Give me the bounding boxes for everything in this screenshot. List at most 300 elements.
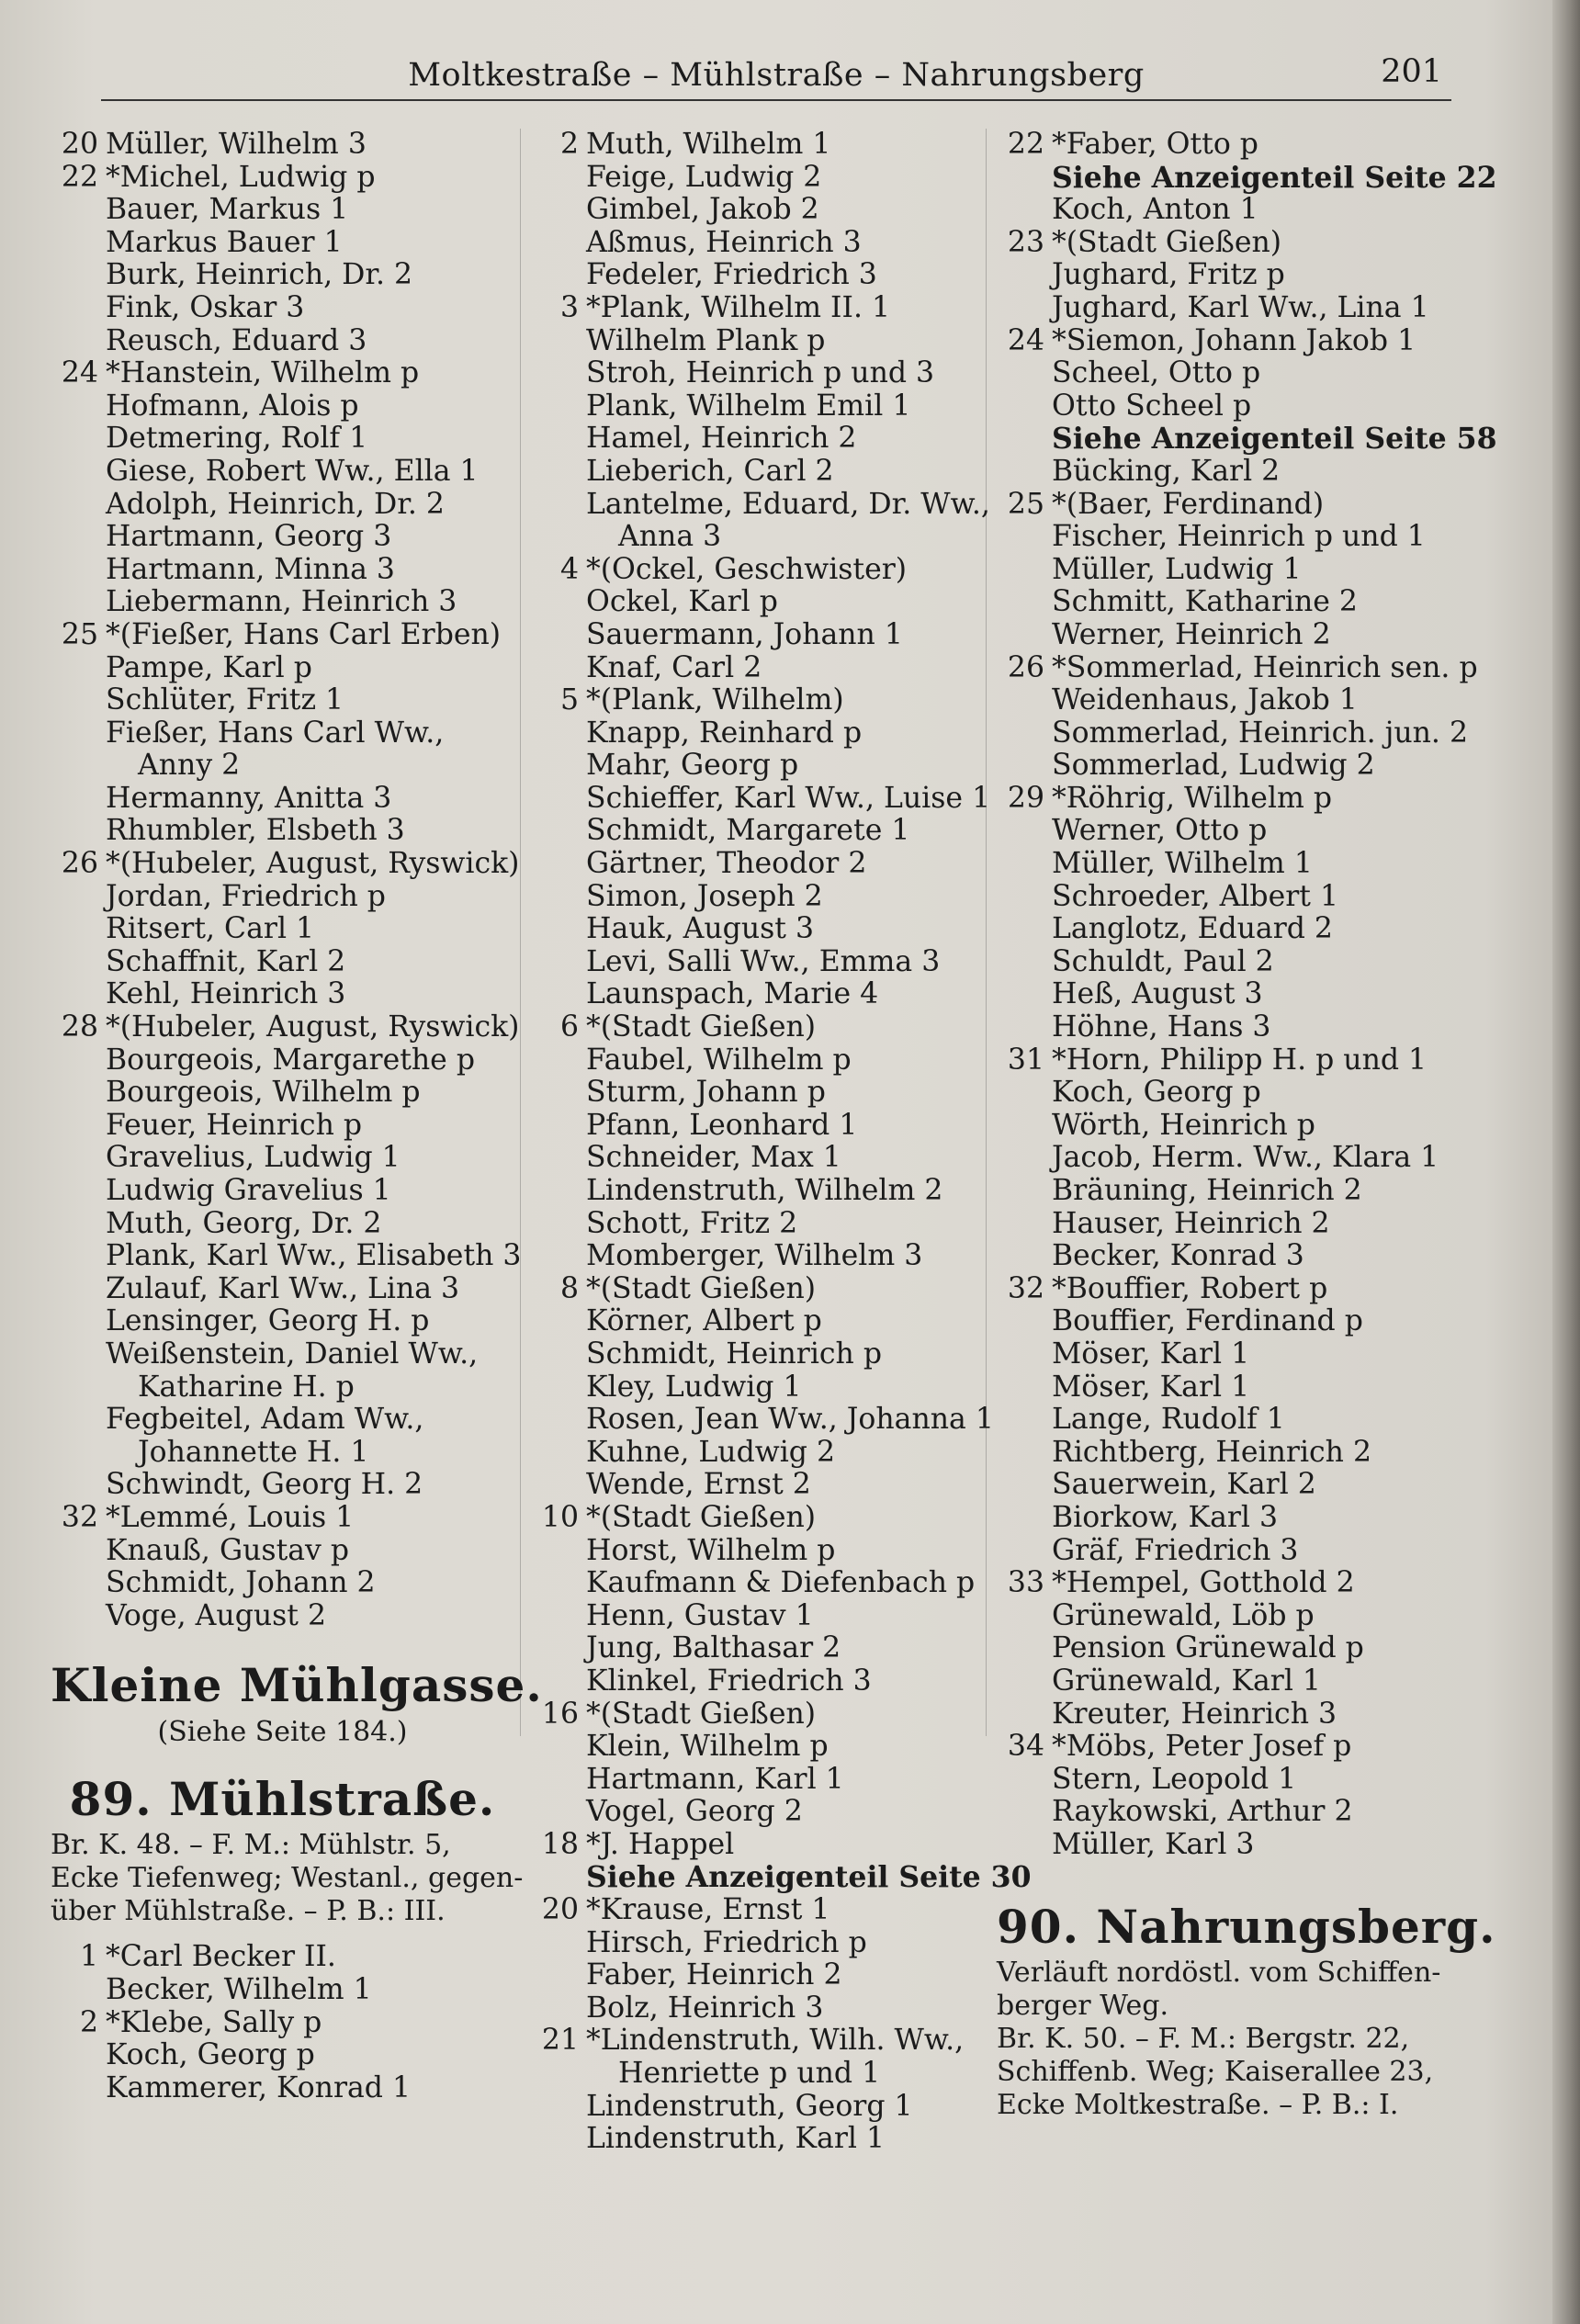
directory-entry [531, 2123, 1001, 2156]
resident-name: Bräuning, Heinrich 2 [1052, 1174, 1362, 1207]
advert-reference: Siehe Anzeigenteil Seite 58 [1052, 422, 1497, 457]
resident-name: Kehl, Heinrich 3 [106, 977, 346, 1011]
directory-entry [997, 1764, 1456, 1797]
resident-name: *(Plank, Wilhelm) [586, 683, 844, 717]
directory-entry [531, 1731, 1001, 1764]
page-header [101, 53, 1451, 101]
resident-name: Jughard, Karl Ww., Lina 1 [1052, 290, 1429, 324]
resident-name: Mahr, Georg p [586, 749, 799, 783]
directory-entry [531, 357, 1001, 390]
directory-entry [997, 783, 1456, 816]
directory-entry [51, 357, 514, 390]
resident-name: Fegbeitel, Adam Ww., [106, 1403, 424, 1437]
directory-entry [997, 456, 1456, 489]
resident-name: Anny 2 [138, 749, 241, 783]
resident-name: *Lemmé, Louis 1 [106, 1500, 355, 1534]
directory-entry [51, 2039, 514, 2072]
section-note: (Siehe Seite 184.) [157, 1716, 408, 1749]
house-number: 22 [61, 160, 98, 194]
resident-name: *Faber, Otto p [1052, 128, 1258, 161]
directory-entry [51, 1142, 514, 1175]
resident-name: Lindenstruth, Georg 1 [586, 2089, 913, 2123]
resident-name: *Lindenstruth, Wilh. Ww., [586, 2024, 965, 2058]
directory-entry [531, 259, 1001, 292]
resident-name: Voge, August 2 [106, 1598, 327, 1632]
directory-entry [531, 1665, 1001, 1698]
resident-name: *(Hubeler, August, Ryswick) [106, 1010, 520, 1044]
directory-entry [997, 489, 1456, 522]
advert-reference: Siehe Anzeigenteil Seite 30 [586, 1860, 1032, 1895]
directory-entry [51, 129, 514, 162]
directory-entry [997, 1011, 1456, 1044]
column-1 [51, 128, 543, 2104]
resident-name: Hartmann, Karl 1 [586, 1762, 844, 1796]
resident-name: Weißenstein, Daniel Ww., [106, 1337, 479, 1371]
resident-name: Schmitt, Katharine 2 [1052, 585, 1358, 619]
resident-name: Schlüter, Fritz 1 [106, 683, 344, 717]
resident-name: *Röhrig, Wilhelm p [1052, 781, 1333, 815]
resident-name: Anna 3 [618, 520, 722, 554]
resident-name: Burk, Heinrich, Dr. 2 [106, 258, 413, 292]
resident-name: Möser, Karl 1 [1052, 1337, 1250, 1371]
resident-name: Schieffer, Karl Ww., Luise 1 [586, 781, 991, 815]
directory-entry [997, 521, 1456, 554]
directory-entry [51, 1239, 522, 1273]
directory-entry [531, 1175, 1001, 1208]
resident-name: Simon, Joseph 2 [586, 879, 823, 913]
directory-entry [51, 1175, 514, 1208]
house-number: 5 [559, 683, 579, 717]
directory-entry [51, 1600, 514, 1633]
directory-entry [997, 1600, 1456, 1633]
directory-entry [531, 1404, 1001, 1437]
resident-name: Hauk, August 3 [586, 912, 815, 946]
resident-name: *Siemon, Johann Jakob 1 [1052, 323, 1416, 357]
directory-entry [997, 1175, 1456, 1208]
house-number: 29 [1007, 781, 1044, 815]
resident-name: Becker, Konrad 3 [1052, 1239, 1304, 1273]
resident-name: Bolz, Heinrich 3 [586, 1991, 824, 2025]
resident-name: Hofmann, Alois p [106, 389, 359, 423]
resident-name: Reusch, Eduard 3 [106, 323, 367, 357]
resident-name: Feige, Ludwig 2 [586, 160, 822, 194]
directory-entry [51, 881, 514, 914]
house-number: 26 [61, 847, 98, 881]
directory-entry [997, 259, 1456, 292]
resident-name: Schaffnit, Karl 2 [106, 944, 346, 978]
description-line: berger Weg. [997, 1990, 1169, 2023]
directory-entry [531, 1860, 1032, 1895]
resident-name: *Klebe, Sally p [106, 2005, 322, 2039]
house-number: 1 [79, 1940, 98, 1974]
resident-name: Jung, Balthasar 2 [586, 1631, 841, 1665]
resident-name: *(Fießer, Hans Carl Erben) [106, 617, 502, 651]
resident-name: Stern, Leopold 1 [1052, 1762, 1297, 1796]
directory-entry [51, 1974, 514, 2007]
section-description [51, 1829, 524, 1928]
resident-name: Sauermann, Johann 1 [586, 617, 903, 651]
directory-entry [531, 1240, 1001, 1273]
resident-name: Heß, August 3 [1052, 977, 1263, 1011]
directory-entry [531, 1600, 1001, 1633]
resident-name: Hirsch, Friedrich p [586, 1925, 867, 1959]
directory-entry [51, 1010, 520, 1044]
resident-name: Müller, Karl 3 [1052, 1827, 1255, 1861]
resident-name: Bücking, Karl 2 [1052, 454, 1281, 488]
directory-entry [997, 848, 1456, 881]
resident-name: Wilhelm Plank p [586, 323, 826, 357]
resident-name: Fink, Oskar 3 [106, 290, 305, 324]
directory-entry [997, 1698, 1456, 1732]
house-number: 6 [559, 1010, 579, 1044]
directory-entry [531, 456, 1001, 489]
resident-name: Jughard, Fritz p [1052, 258, 1285, 292]
house-number: 22 [1007, 128, 1044, 161]
resident-name: *Michel, Ludwig p [106, 160, 376, 194]
resident-name: Sturm, Johann p [586, 1076, 826, 1110]
directory-entry [997, 1371, 1456, 1405]
resident-name: *(Stadt Gießen) [586, 1010, 817, 1044]
directory-entry [51, 652, 514, 685]
resident-name: Raykowski, Arthur 2 [1052, 1795, 1353, 1829]
resident-name: *Möbs, Peter Josef p [1052, 1730, 1352, 1764]
house-number: 20 [541, 1893, 579, 1927]
resident-name: Adolph, Heinrich, Dr. 2 [106, 487, 445, 521]
resident-name: Müller, Wilhelm 1 [1052, 847, 1313, 881]
resident-name: Bauer, Markus 1 [106, 193, 349, 227]
resident-name: Richtberg, Heinrich 2 [1052, 1435, 1372, 1469]
directory-entry [531, 1535, 1001, 1568]
directory-entry [531, 292, 1001, 325]
resident-name: *J. Happel [586, 1827, 735, 1861]
directory-entry [531, 325, 1001, 358]
directory-entry [51, 913, 514, 946]
directory-entry [531, 1208, 1001, 1241]
house-number: 24 [1007, 323, 1044, 357]
resident-name: Faber, Heinrich 2 [586, 1958, 842, 1992]
resident-name: Lindenstruth, Wilhelm 2 [586, 1174, 943, 1207]
resident-name: Sauerwein, Karl 2 [1052, 1468, 1316, 1502]
directory-entry [997, 1632, 1456, 1665]
directory-entry [531, 489, 1001, 522]
directory-entry [51, 1502, 514, 1535]
directory-entry [997, 554, 1456, 587]
resident-name: Knapp, Reinhard p [586, 716, 863, 750]
directory-entry [997, 227, 1456, 260]
description-line: Br. K. 50. – F. M.: Bergstr. 22, [997, 2023, 1410, 2056]
directory-entry [51, 1404, 514, 1437]
resident-name: Becker, Wilhelm 1 [106, 1972, 372, 2006]
directory-entry [531, 1698, 1001, 1732]
resident-name: Schott, Fritz 2 [586, 1206, 798, 1240]
resident-name: Koch, Georg p [106, 2038, 315, 2072]
directory-entry [531, 783, 1001, 816]
resident-name: *(Stadt Gießen) [1052, 225, 1282, 259]
directory-entry [997, 1796, 1456, 1829]
column-divider [520, 129, 521, 1736]
house-number: 16 [541, 1697, 579, 1731]
house-number: 25 [1007, 487, 1044, 521]
resident-name: *Krause, Ernst 1 [586, 1893, 830, 1927]
directory-entry [997, 422, 1497, 457]
resident-name: Giese, Robert Ww., Ella 1 [106, 454, 479, 488]
resident-name: Levi, Salli Ww., Emma 3 [586, 944, 941, 978]
resident-name: Horst, Wilhelm p [586, 1533, 836, 1567]
resident-name: Sommerlad, Ludwig 2 [1052, 749, 1375, 783]
resident-name: Detmering, Rolf 1 [106, 422, 368, 456]
resident-name: Aßmus, Heinrich 3 [586, 225, 862, 259]
resident-name: Gärtner, Theodor 2 [586, 847, 867, 881]
directory-entry [997, 815, 1456, 848]
resident-name: Plank, Wilhelm Emil 1 [586, 389, 911, 423]
resident-name: Fießer, Hans Carl Ww., [106, 716, 445, 750]
house-number: 34 [1007, 1730, 1044, 1764]
resident-name: Klinkel, Friedrich 3 [586, 1664, 872, 1698]
house-number: 26 [1007, 650, 1044, 684]
resident-name: Körner, Albert p [586, 1304, 822, 1338]
directory-entry [51, 1567, 514, 1600]
resident-name: Hartmann, Georg 3 [106, 520, 392, 554]
house-number: 8 [559, 1271, 579, 1305]
resident-name: Pampe, Karl p [106, 650, 312, 684]
directory-entry [997, 194, 1456, 227]
resident-name: Johannette H. 1 [138, 1435, 369, 1469]
directory-entry [531, 1273, 1001, 1306]
resident-name: Bouffier, Ferdinand p [1052, 1304, 1363, 1338]
directory-entry [531, 194, 1001, 227]
directory-entry [51, 978, 514, 1011]
directory-entry [51, 1338, 514, 1371]
house-number: 20 [61, 128, 98, 161]
resident-name: *Bouffier, Robert p [1052, 1271, 1328, 1305]
directory-entry [531, 1469, 1001, 1502]
directory-entry [997, 1240, 1456, 1273]
house-number: 31 [1007, 1043, 1044, 1077]
directory-entry [531, 1502, 1001, 1535]
resident-name: Rosen, Jean Ww., Johanna 1 [586, 1403, 994, 1437]
resident-name: *(Baer, Ferdinand) [1052, 487, 1325, 521]
resident-name: Muth, Georg, Dr. 2 [106, 1206, 382, 1240]
directory-entry [51, 489, 514, 522]
directory-entry [51, 1469, 514, 1502]
directory-entry [531, 1110, 1001, 1143]
directory-entry [531, 1829, 1001, 1862]
directory-entry [531, 1338, 1001, 1371]
directory-entry [531, 162, 1001, 195]
house-number: 4 [559, 552, 579, 586]
resident-name: *(Stadt Gießen) [586, 1697, 817, 1731]
section-title-nahrungsberg: 90. Nahrungsberg. [997, 1900, 1496, 1955]
directory-entry [51, 1371, 514, 1405]
directory-entry [51, 946, 514, 979]
directory-entry [997, 1110, 1456, 1143]
description-line: Br. K. 48. – F. M.: Mühlstr. 5, [51, 1829, 451, 1862]
directory-entry [531, 684, 1001, 717]
resident-name: Müller, Wilhelm 3 [106, 128, 367, 161]
directory-entry [51, 586, 514, 619]
directory-entry [997, 750, 1456, 783]
directory-entry [531, 1567, 1001, 1600]
resident-name: Zulauf, Karl Ww., Lina 3 [106, 1271, 460, 1305]
directory-entry [51, 2072, 514, 2105]
directory-entry [531, 521, 1001, 554]
directory-entry [51, 815, 514, 848]
description-line: Verläuft nordöstl. vom Schiffen- [997, 1957, 1441, 1990]
directory-entry [51, 259, 514, 292]
directory-entry [531, 815, 1001, 848]
resident-name: Scheel, Otto p [1052, 356, 1261, 390]
directory-entry [531, 717, 1001, 750]
directory-entry [997, 1567, 1456, 1600]
resident-name: Ockel, Karl p [586, 585, 778, 619]
description-line: Schiffenb. Weg; Kaiserallee 23, [997, 2056, 1434, 2089]
resident-name: Schwindt, Georg H. 2 [106, 1468, 423, 1502]
directory-entry [997, 357, 1456, 390]
resident-name: *(Stadt Gießen) [586, 1500, 817, 1534]
resident-name: Schuldt, Paul 2 [1052, 944, 1274, 978]
resident-name: Launspach, Marie 4 [586, 977, 879, 1011]
directory-entry [51, 1110, 514, 1143]
house-number: 21 [541, 2024, 579, 2058]
directory-entry [997, 716, 1468, 750]
directory-entry [51, 1044, 514, 1077]
directory-entry [997, 1077, 1456, 1110]
directory-entry [997, 129, 1456, 162]
resident-name: Faubel, Wilhelm p [586, 1043, 852, 1077]
directory-entry [51, 2007, 514, 2040]
directory-entry [531, 978, 1001, 1011]
resident-name: Muth, Wilhelm 1 [586, 128, 831, 161]
directory-entry [997, 390, 1456, 423]
resident-name: Bourgeois, Margarethe p [106, 1043, 475, 1077]
directory-entry [531, 1632, 1001, 1665]
page-number: 201 [1381, 53, 1442, 90]
description-line: über Mühlstraße. – P. B.: III. [51, 1895, 446, 1928]
resident-name: Henriette p und 1 [618, 2057, 881, 2091]
column-1-entries [51, 128, 522, 1632]
directory-entry [997, 1044, 1456, 1077]
section-89-entries [51, 1941, 514, 2104]
resident-name: Höhne, Hans 3 [1052, 1010, 1271, 1044]
directory-entry [531, 881, 1001, 914]
directory-entry [531, 1011, 1001, 1044]
column-3 [997, 128, 1497, 2122]
directory-entry [531, 1437, 1001, 1470]
directory-entry [531, 946, 1001, 979]
directory-entry [51, 194, 514, 227]
resident-name: Jacob, Herm. Ww., Klara 1 [1052, 1141, 1439, 1175]
directory-entry [997, 586, 1456, 619]
resident-name: Wörth, Heinrich p [1052, 1108, 1315, 1142]
resident-name: *Hanstein, Wilhelm p [106, 356, 420, 390]
directory-entry [997, 1437, 1456, 1470]
directory-entry [51, 554, 514, 587]
directory-entry [51, 390, 514, 423]
directory-entry [531, 1992, 1001, 2025]
house-number: 3 [559, 290, 579, 324]
resident-name: Langlotz, Eduard 2 [1052, 912, 1333, 946]
resident-name: Knauß, Gustav p [106, 1533, 349, 1567]
directory-entry [997, 1731, 1456, 1764]
directory-entry [531, 2058, 1001, 2091]
resident-name: Schmidt, Margarete 1 [586, 814, 910, 848]
directory-entry [51, 1941, 514, 1974]
resident-name: *Hempel, Gotthold 2 [1052, 1566, 1355, 1600]
directory-entry [997, 913, 1456, 946]
resident-name: Gravelius, Ludwig 1 [106, 1141, 401, 1175]
directory-entry [531, 1142, 1001, 1175]
resident-name: Stroh, Heinrich p und 3 [586, 356, 935, 390]
resident-name: *Horn, Philipp H. p und 1 [1052, 1043, 1428, 1077]
resident-name: Kley, Ludwig 1 [586, 1370, 802, 1404]
house-number: 24 [61, 356, 98, 390]
resident-name: Schneider, Max 1 [586, 1141, 841, 1175]
directory-entry [997, 325, 1456, 358]
section-title-kleine-muehlgasse: Kleine Mühlgasse. [51, 1658, 543, 1713]
directory-entry [997, 160, 1497, 195]
house-number: 23 [1007, 225, 1044, 259]
directory-entry [531, 848, 1001, 881]
resident-name: Fedeler, Friedrich 3 [586, 258, 877, 292]
resident-name: Klein, Wilhelm p [586, 1730, 829, 1764]
resident-name: Möser, Karl 1 [1052, 1370, 1250, 1404]
description-line: Ecke Tiefenweg; Westanl., gegen- [51, 1862, 524, 1895]
directory-entry [531, 1894, 1001, 1927]
directory-entry [997, 650, 1478, 685]
resident-name: Knaf, Carl 2 [586, 650, 762, 684]
resident-name: Koch, Anton 1 [1052, 193, 1258, 227]
resident-name: Momberger, Wilhelm 3 [586, 1239, 923, 1273]
directory-entry [997, 292, 1456, 325]
resident-name: Kammerer, Konrad 1 [106, 2070, 412, 2104]
resident-name: Werner, Heinrich 2 [1052, 617, 1331, 651]
resident-name: *Sommerlad, Heinrich sen. p [1052, 650, 1478, 684]
section-description [997, 1957, 1456, 2122]
resident-name: Hartmann, Minna 3 [106, 552, 395, 586]
directory-entry [997, 1535, 1456, 1568]
directory-entry [51, 783, 514, 816]
resident-name: Lieberich, Carl 2 [586, 454, 834, 488]
directory-entry [997, 1665, 1456, 1698]
resident-name: Liebermann, Heinrich 3 [106, 585, 457, 619]
directory-entry [997, 1829, 1456, 1862]
directory-entry [531, 1077, 1001, 1110]
resident-name: *(Hubeler, August, Ryswick) [106, 847, 520, 881]
directory-entry [531, 750, 1001, 783]
resident-name: Fischer, Heinrich p und 1 [1052, 520, 1426, 554]
resident-name: *(Stadt Gießen) [586, 1271, 817, 1305]
resident-name: Gräf, Friedrich 3 [1052, 1533, 1299, 1567]
resident-name: Katharine H. p [138, 1370, 355, 1404]
directory-entry [531, 1044, 1001, 1077]
resident-name: Markus Bauer 1 [106, 225, 343, 259]
house-number: 18 [541, 1827, 579, 1861]
directory-entry [51, 1437, 514, 1470]
resident-name: Plank, Karl Ww., Elisabeth 3 [106, 1239, 522, 1273]
directory-entry [51, 717, 514, 750]
directory-entry [51, 1273, 514, 1306]
resident-name: Feuer, Heinrich p [106, 1108, 363, 1142]
directory-entry [51, 423, 514, 456]
resident-name: Koch, Georg p [1052, 1076, 1261, 1110]
house-number: 2 [559, 128, 579, 161]
directory-entry [531, 1927, 1001, 1960]
section-title-muehlstrasse: 89. Mühlstraße. [69, 1772, 496, 1827]
directory-entry [51, 847, 520, 881]
directory-entry [531, 390, 1001, 423]
resident-name: *Carl Becker II. [106, 1940, 336, 1974]
directory-entry [531, 1796, 1001, 1829]
